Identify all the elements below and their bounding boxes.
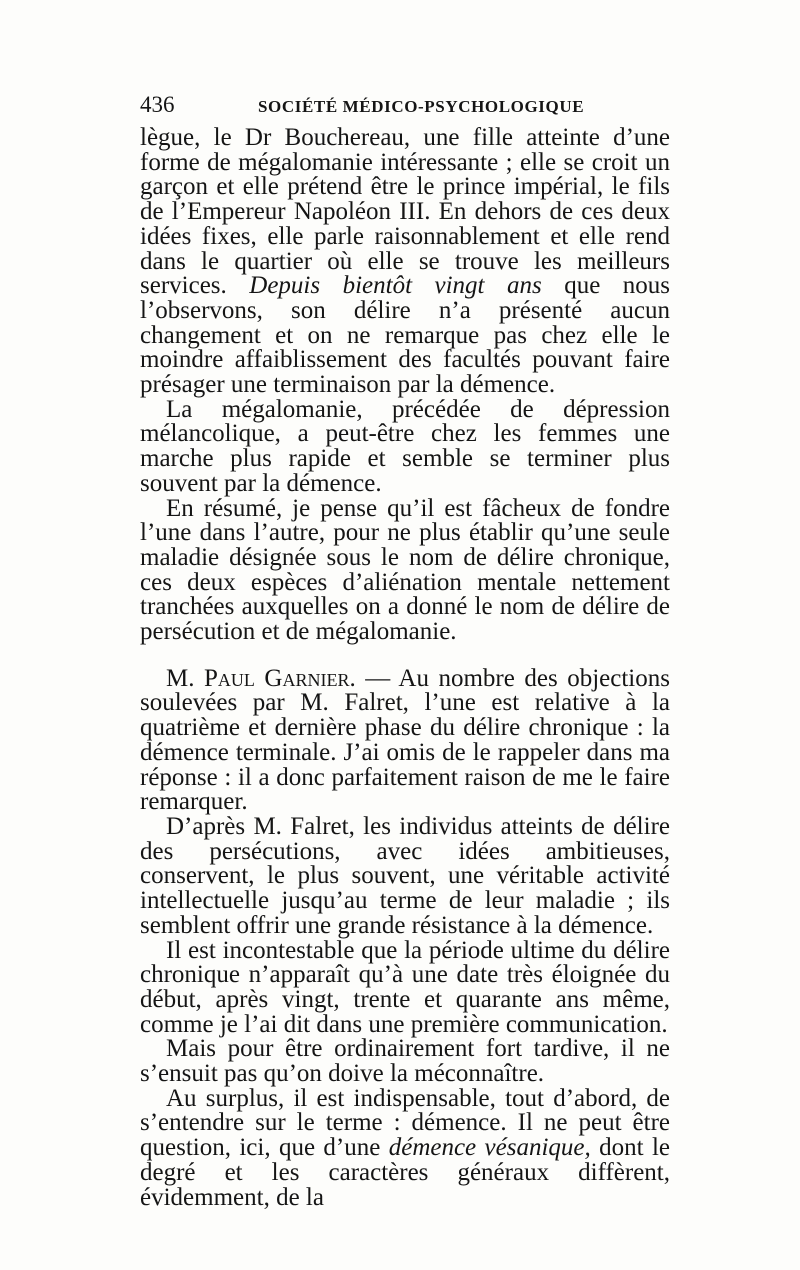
paragraph-5: D’après M. Falret, les individus atteints de délire des persécutions, avec idées ambitieuses, conservent, le plus souvent, une véritable activité intellectuelle jusqu’au terme de leur maladie ; ils semblent offrir une grande résistance à la démence.	[140, 812, 670, 939]
paragraph-8	[140, 1084, 670, 1211]
paragraph-4-text: — Au nombre des objections soulevées par M. Falret, l’une est relative à la quatrième et dernière phase du délire chronique : la démence terminale. J’ai omis de le rappeler dans ma réponse : il a donc parfaitement raison de me le faire remarquer.	[140, 664, 670, 816]
paragraph-3: En résumé, je pense qu’il est fâcheux de fondre l’une dans l’autre, pour ne plus établir qu’une seule maladie désignée sous le nom de délire chronique, ces deux espèces d’aliénation mentale nettement tranchées auxquelles on a donné le nom de délire de persécution et de mégalomanie.	[140, 494, 670, 646]
page-header	[140, 92, 668, 122]
paragraph-4	[140, 664, 670, 816]
paragraph-6: Il est incontestable que la période ultime du délire chronique n’apparaît qu’à une date très éloignée du début, après vingt, trente et quarante ans même, comme je l’ai dit dans une première communication.	[140, 936, 670, 1038]
running-head: SOCIÉTÉ MÉDICO-PSYCHOLOGIQUE	[258, 97, 585, 116]
body-text	[140, 126, 670, 1210]
paragraph-1-italic: Depuis bientôt vingt ans	[249, 272, 542, 300]
paragraph-1-text-b: que nous l’observons, son délire n’a présenté aucun changement et on ne remarque pas chez elle le moindre affaiblissement des facultés pouvant faire présager une terminaison par la démence.	[140, 272, 670, 399]
paragraph-1	[140, 126, 670, 398]
speaker-name: M. Paul Garnier.	[166, 664, 356, 692]
paragraph-2: La mégalomanie, précédée de dépression mélancolique, a peut-être chez les femmes une marche plus rapide et semble se terminer plus souvent par la démence.	[140, 395, 670, 497]
paragraph-8-text-b: dont le degré et les caractères généraux diffèrent, évidemment, de la	[140, 1134, 670, 1211]
paragraph-1-text-a: lègue, le Dr Bouchereau, une fille atteinte d’une forme de mégalomanie intéressante ; elle se croit un garçon et elle prétend être le prince impérial, le fils de l’Empereur Napoléon III. En dehors de ces deux idées fixes, elle parle raisonnablement et elle rend dans le quartier où elle se trouve les meilleurs services.	[140, 124, 670, 300]
paragraph-7: Mais pour être ordinairement fort tardive, il ne s’ensuit pas qu’on doive la méconnaître.	[140, 1035, 670, 1088]
paragraph-8-text-a: Au surplus, il est indispensable, tout d’abord, de s’entendre sur le terme : démence. Il ne peut être question, ici, que d’une	[140, 1084, 670, 1162]
page-number: 436	[140, 92, 175, 117]
paragraph-8-italic: démence vésanique,	[388, 1134, 591, 1162]
